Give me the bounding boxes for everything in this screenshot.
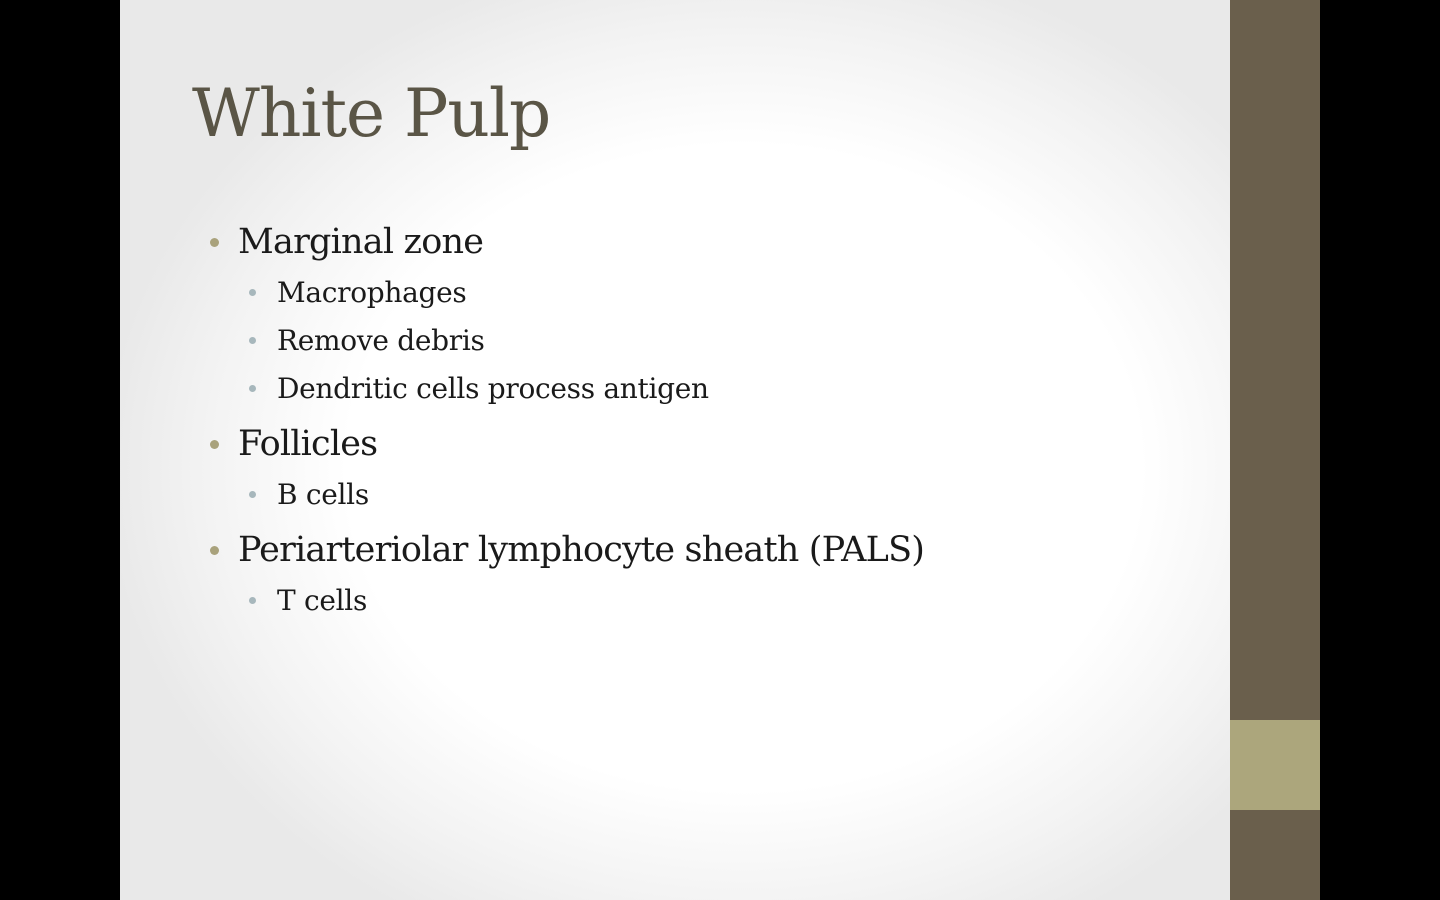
sub-bullet-dot-icon [249,491,256,498]
bullet-list [120,0,1220,900]
sub-bullet-dot-icon [249,385,256,392]
bullet-dot-icon [210,238,219,247]
sub-bullet-text: T cells [277,584,368,617]
sub-bullet-item [277,371,709,407]
slide-title: White Pulp [192,75,551,152]
bullet-dot-icon [210,546,219,555]
bullet-item-follicles [238,422,377,466]
presentation-slide [120,0,1320,900]
sub-bullet-item [277,323,485,359]
sub-bullet-dot-icon [249,597,256,604]
bullet-item-marginal-zone [238,220,483,264]
sub-bullet-item [277,583,367,619]
bullet-text: Periarteriolar lymphocyte sheath (PALS) [238,530,925,570]
bullet-text: Marginal zone [238,222,484,262]
side-accent-block [1230,720,1320,810]
sub-bullet-dot-icon [249,337,256,344]
bullet-item-pals [238,528,924,572]
sub-bullet-text: Remove debris [277,324,485,357]
bullet-dot-icon [210,440,219,449]
sub-bullet-text: Macrophages [277,276,467,309]
bullet-text: Follicles [238,424,378,464]
sub-bullet-text: Dendritic cells process antigen [277,372,709,405]
sub-bullet-text: B cells [277,478,369,511]
sub-bullet-dot-icon [249,289,256,296]
sub-bullet-item [277,275,467,311]
sub-bullet-item [277,477,369,513]
